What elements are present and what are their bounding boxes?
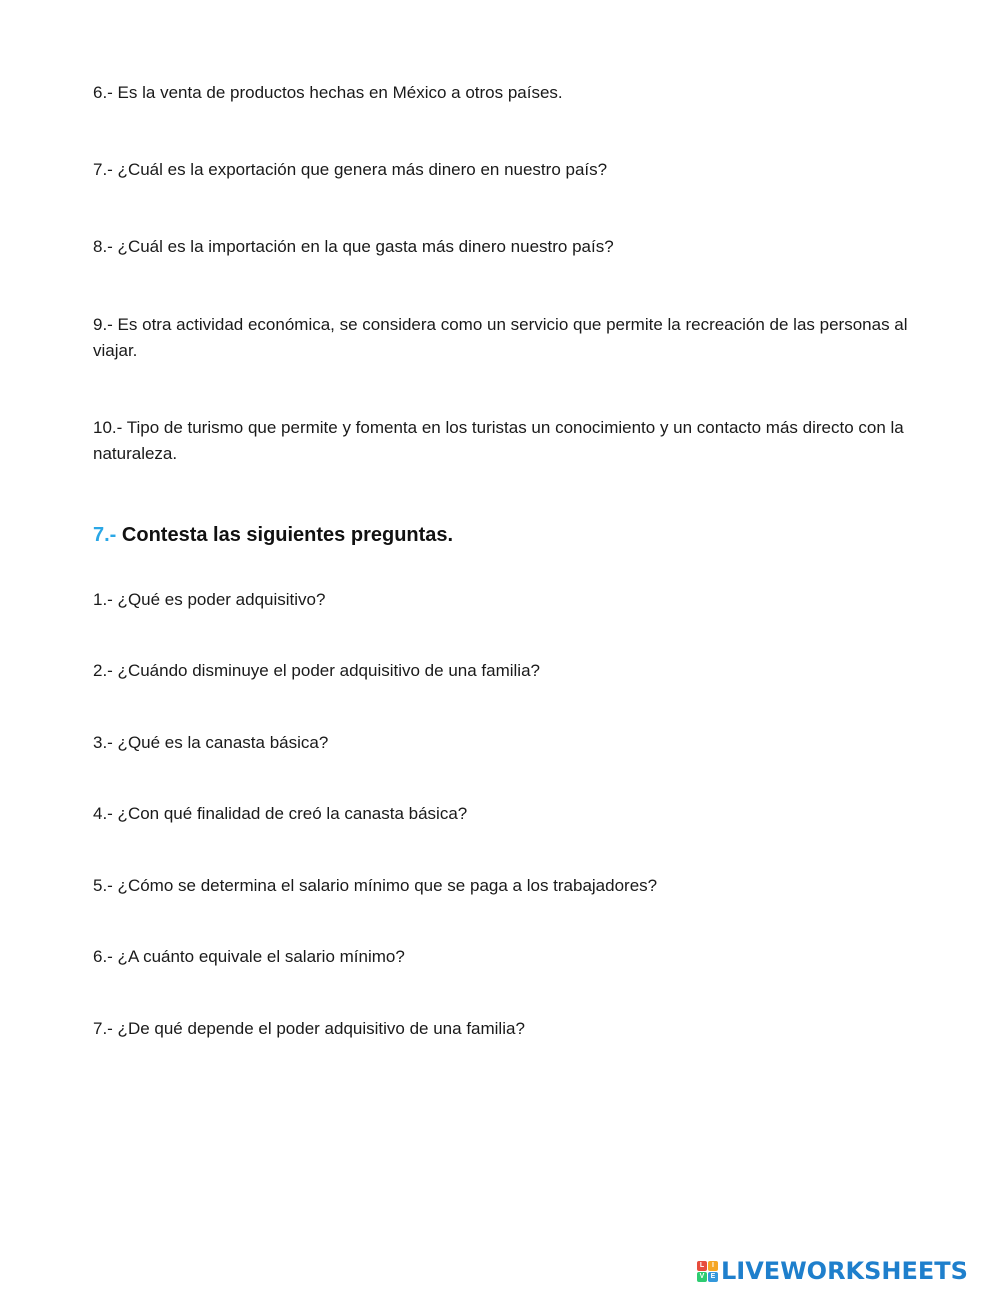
section-question-2: 2.- ¿Cuándo disminuye el poder adquisitivo de una familia? (93, 661, 540, 680)
liveworksheets-logo-icon (697, 1261, 718, 1282)
brand-name: LIVEWORKSHEETS (721, 1257, 968, 1285)
section-question-7: 7.- ¿De qué depende el poder adquisitivo de una familia? (93, 1019, 525, 1038)
section-question-3: 3.- ¿Qué es la canasta básica? (93, 733, 329, 752)
question-item-9: 9.- Es otra actividad económica, se considera como un servicio que permite la recreación de las personas al viajar. (93, 315, 908, 360)
question-item-8: 8.- ¿Cuál es la importación en la que gasta más dinero nuestro país? (93, 237, 614, 256)
section-number: 7.- (93, 524, 117, 546)
liveworksheets-brand[interactable] (697, 1256, 968, 1286)
section-question-5: 5.- ¿Cómo se determina el salario mínimo que se paga a los trabajadores? (93, 876, 658, 895)
question-item-10: 10.- Tipo de turismo que permite y fomenta en los turistas un conocimiento y un contacto más directo con la naturaleza. (93, 418, 904, 463)
logo-letter-i: I (708, 1261, 718, 1271)
question-item-6: 6.- Es la venta de productos hechas en México a otros países. (93, 83, 563, 102)
logo-letter-l: L (697, 1261, 707, 1271)
section-question-1: 1.- ¿Qué es poder adquisitivo? (93, 590, 326, 609)
section-title: Contesta las siguientes preguntas. (121, 524, 454, 546)
section-heading (93, 521, 453, 549)
logo-letter-v: V (697, 1272, 707, 1282)
question-item-7: 7.- ¿Cuál es la exportación que genera más dinero en nuestro país? (93, 160, 608, 179)
section-question-4: 4.- ¿Con qué finalidad de creó la canasta básica? (93, 804, 468, 823)
section-question-6: 6.- ¿A cuánto equivale el salario mínimo? (93, 947, 405, 966)
logo-letter-e: E (708, 1272, 718, 1282)
